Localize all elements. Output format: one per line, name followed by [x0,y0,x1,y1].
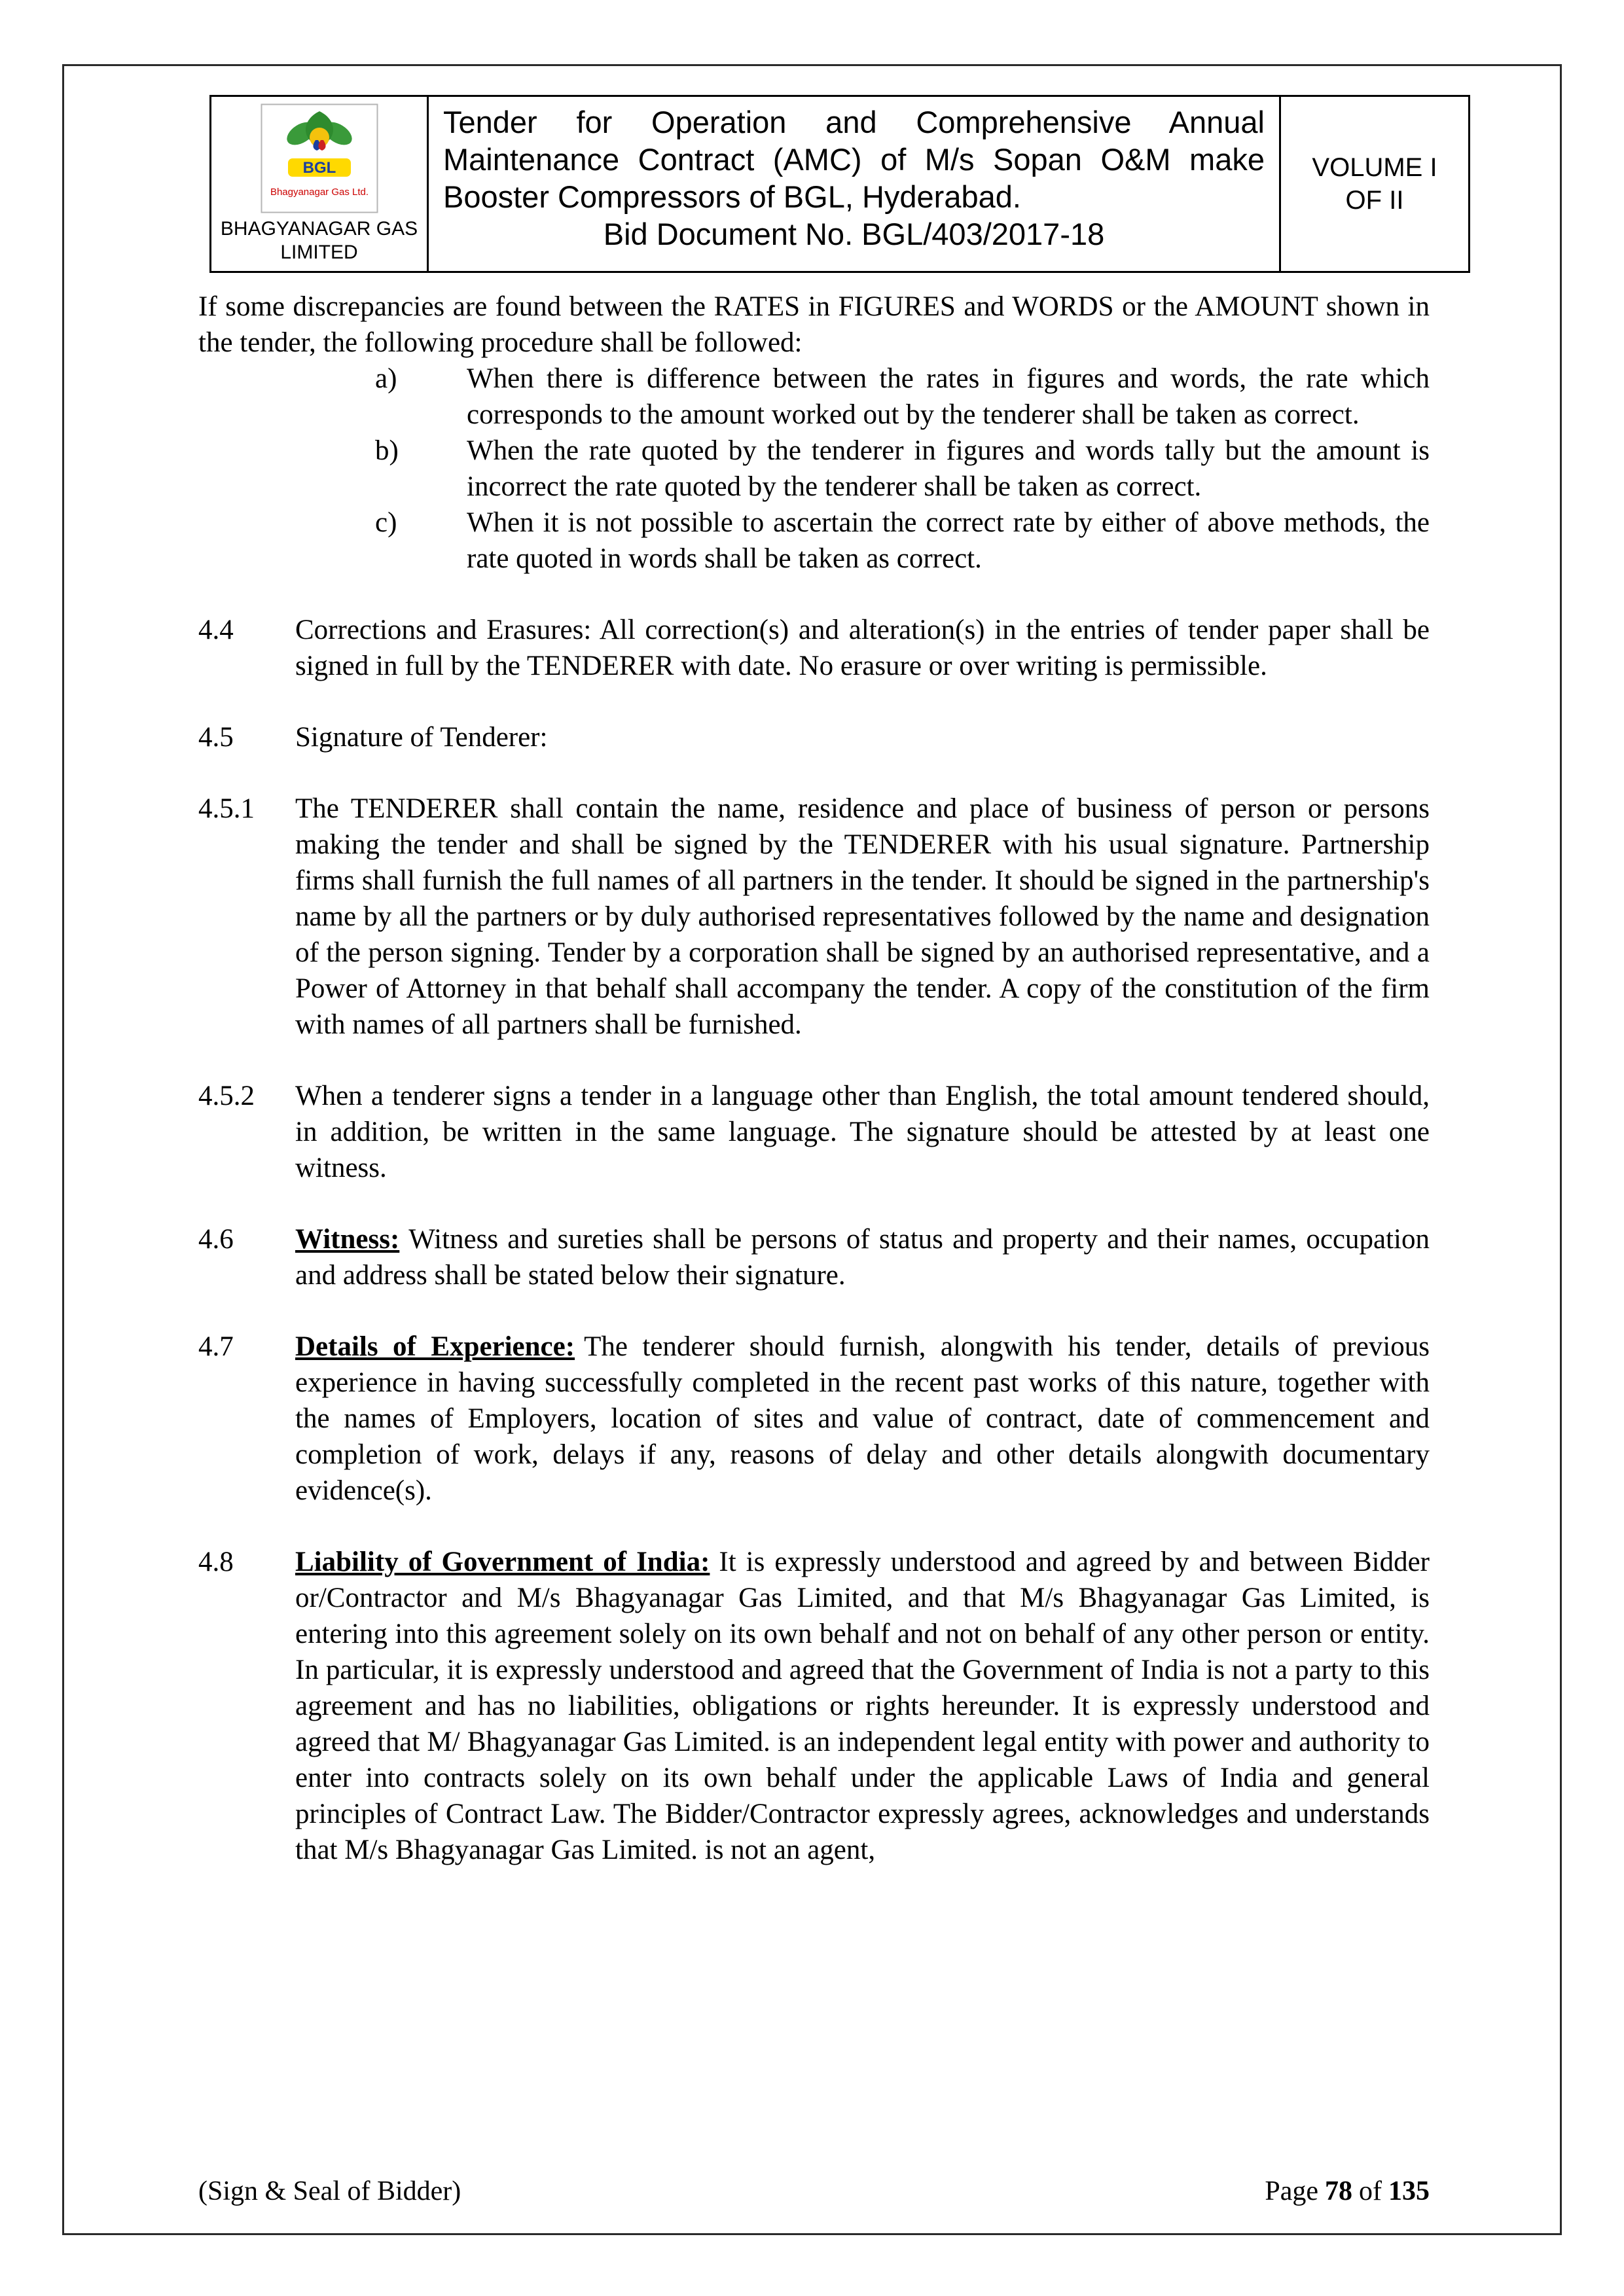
section-text [295,1221,1430,1293]
list-item-text: When the rate quoted by the tenderer in figures and words tally but the amount is incorrect the rate quoted by the tenderer shall be taken as correct. [467,435,1430,502]
bgl-logo [261,103,378,213]
list-item-label: b) [375,435,399,466]
section-text [295,612,1430,684]
logo-cell [211,97,429,271]
section-body-text: Signature of Tenderer: [295,722,548,753]
section-body-text: Witness and sureties shall be persons of status and property and their names, occupation and address shall be stated below their signature. [295,1224,1430,1291]
document-header-table [209,95,1470,273]
total-pages: 135 [1388,2176,1430,2206]
list-item-text: When it is not possible to ascertain the correct rate by either of above methods, the rate quoted in words shall be taken as correct. [467,507,1430,574]
title-cell [429,97,1281,271]
bid-document-number: Bid Document No. BGL/403/2017-18 [603,217,1105,251]
section-text [295,1078,1430,1186]
section-body-text: Corrections and Erasures: All correction(s) and alteration(s) in the entries of tender paper shall be signed in full by the TENDERER with date. No erasure or over writing is permissible. [295,615,1430,681]
section-body-text: The TENDERER shall contain the name, residence and place of business of person or persons making the tender and shall be signed by the TENDERER with his usual signature. Partnership firms shall furnish the full names of all partners in the tender. It should be signed in the partnership's name by all the partners or by duly authorised representatives followed by the name and designation of the person signing. Tender by a corporation shall be signed by an authorised representative, and a Power of Attorney in that behalf shall accompany the tender. A copy of the constitution of the firm with names of all partners shall be furnished. [295,793,1430,1040]
section-heading: Witness: [295,1224,400,1255]
section-4-8 [198,1544,1430,1868]
section-heading: Details of Experience: [295,1331,575,1362]
logo-caption: Bhagyanagar Gas Ltd. [270,187,369,198]
section-4-7 [198,1329,1430,1509]
page-footer [198,2176,1430,2207]
section-body-text: It is expressly understood and agreed by and between Bidder or/Contractor and M/s Bhagyanagar Gas Limited, and that M/s Bhagyanagar Gas Limited, is entering into this agreement solely on its own behalf and not on behalf of any other person or entity. In particular, it is expressly understood and agreed that the Government of India is not a party to this agreement and has no liabilities, obligations or rights hereunder. It is expressly understood and agreed that M/ Bhagyanagar Gas Limited. is an independent legal entity with power and authority to enter into contracts solely on its own behalf under the applicable Laws of India and general principles of Contract Law. The Bidder/Contractor expressly agrees, acknowledges and understands that M/s Bhagyanagar Gas Limited. is not an agent, [295,1547,1430,1865]
footer-sign-seal: (Sign & Seal of Bidder) [198,2176,461,2206]
section-body-text: When a tenderer signs a tender in a language other than English, the total amount tendered should, in addition, be written in the same language. The signature should be attested by at least one witness. [295,1081,1430,1183]
document-body [198,289,1430,1868]
section-text [295,791,1430,1043]
page-border-frame [62,64,1562,2235]
section-4-5 [198,719,1430,755]
section-text [295,1544,1430,1868]
list-item-a [375,361,1430,433]
org-name: BHAGYANAGAR GAS LIMITED [220,218,418,263]
list-item-label: c) [375,507,397,538]
list-item-c [375,505,1430,577]
section-text [295,1329,1430,1509]
section-4-4 [198,612,1430,684]
section-number: 4.5 [198,722,234,753]
list-item-label: a) [375,363,397,394]
section-4-5-1 [198,791,1430,1043]
section-number: 4.6 [198,1224,234,1255]
intro-paragraph: If some discrepancies are found between the RATES in FIGURES and WORDS or the AMOUNT shown in the tender, the following procedure shall be followed: [198,291,1430,358]
page-word: Page [1265,2176,1318,2206]
section-number: 4.4 [198,615,234,645]
section-body-text: The tenderer should furnish, alongwith his tender, details of previous experience in having successfully completed in the recent past works of this nature, together with the names of Employers, location of sites and value of contract, date of commencement and completion of work, delays if any, reasons of delay and other details alongwith documentary evidence(s). [295,1331,1430,1506]
section-number: 4.5.1 [198,793,255,824]
section-heading: Liability of Government of India: [295,1547,710,1577]
section-4-6 [198,1221,1430,1293]
volume-line-1: VOLUME I [1312,153,1437,182]
of-word: of [1359,2176,1382,2206]
section-4-5-2 [198,1078,1430,1186]
section-number: 4.8 [198,1547,234,1577]
document-title: Tender for Operation and Comprehensive Annual Maintenance Contract (AMC) of M/s Sopan O&M make Booster Compressors of BGL, Hyderabad. [443,105,1265,214]
list-item-b [375,433,1430,505]
list-item-text: When there is difference between the rates in figures and words, the rate which corresponds to the amount worked out by the tenderer shall be taken as correct. [467,363,1430,430]
section-text [295,719,1430,755]
page-number: 78 [1325,2176,1352,2206]
section-number: 4.5.2 [198,1081,255,1111]
volume-line-2: OF II [1345,186,1404,215]
footer-page-info [1265,2176,1430,2207]
logo-short-name: BGL [302,159,336,177]
section-number: 4.7 [198,1331,234,1362]
volume-cell [1281,97,1468,271]
